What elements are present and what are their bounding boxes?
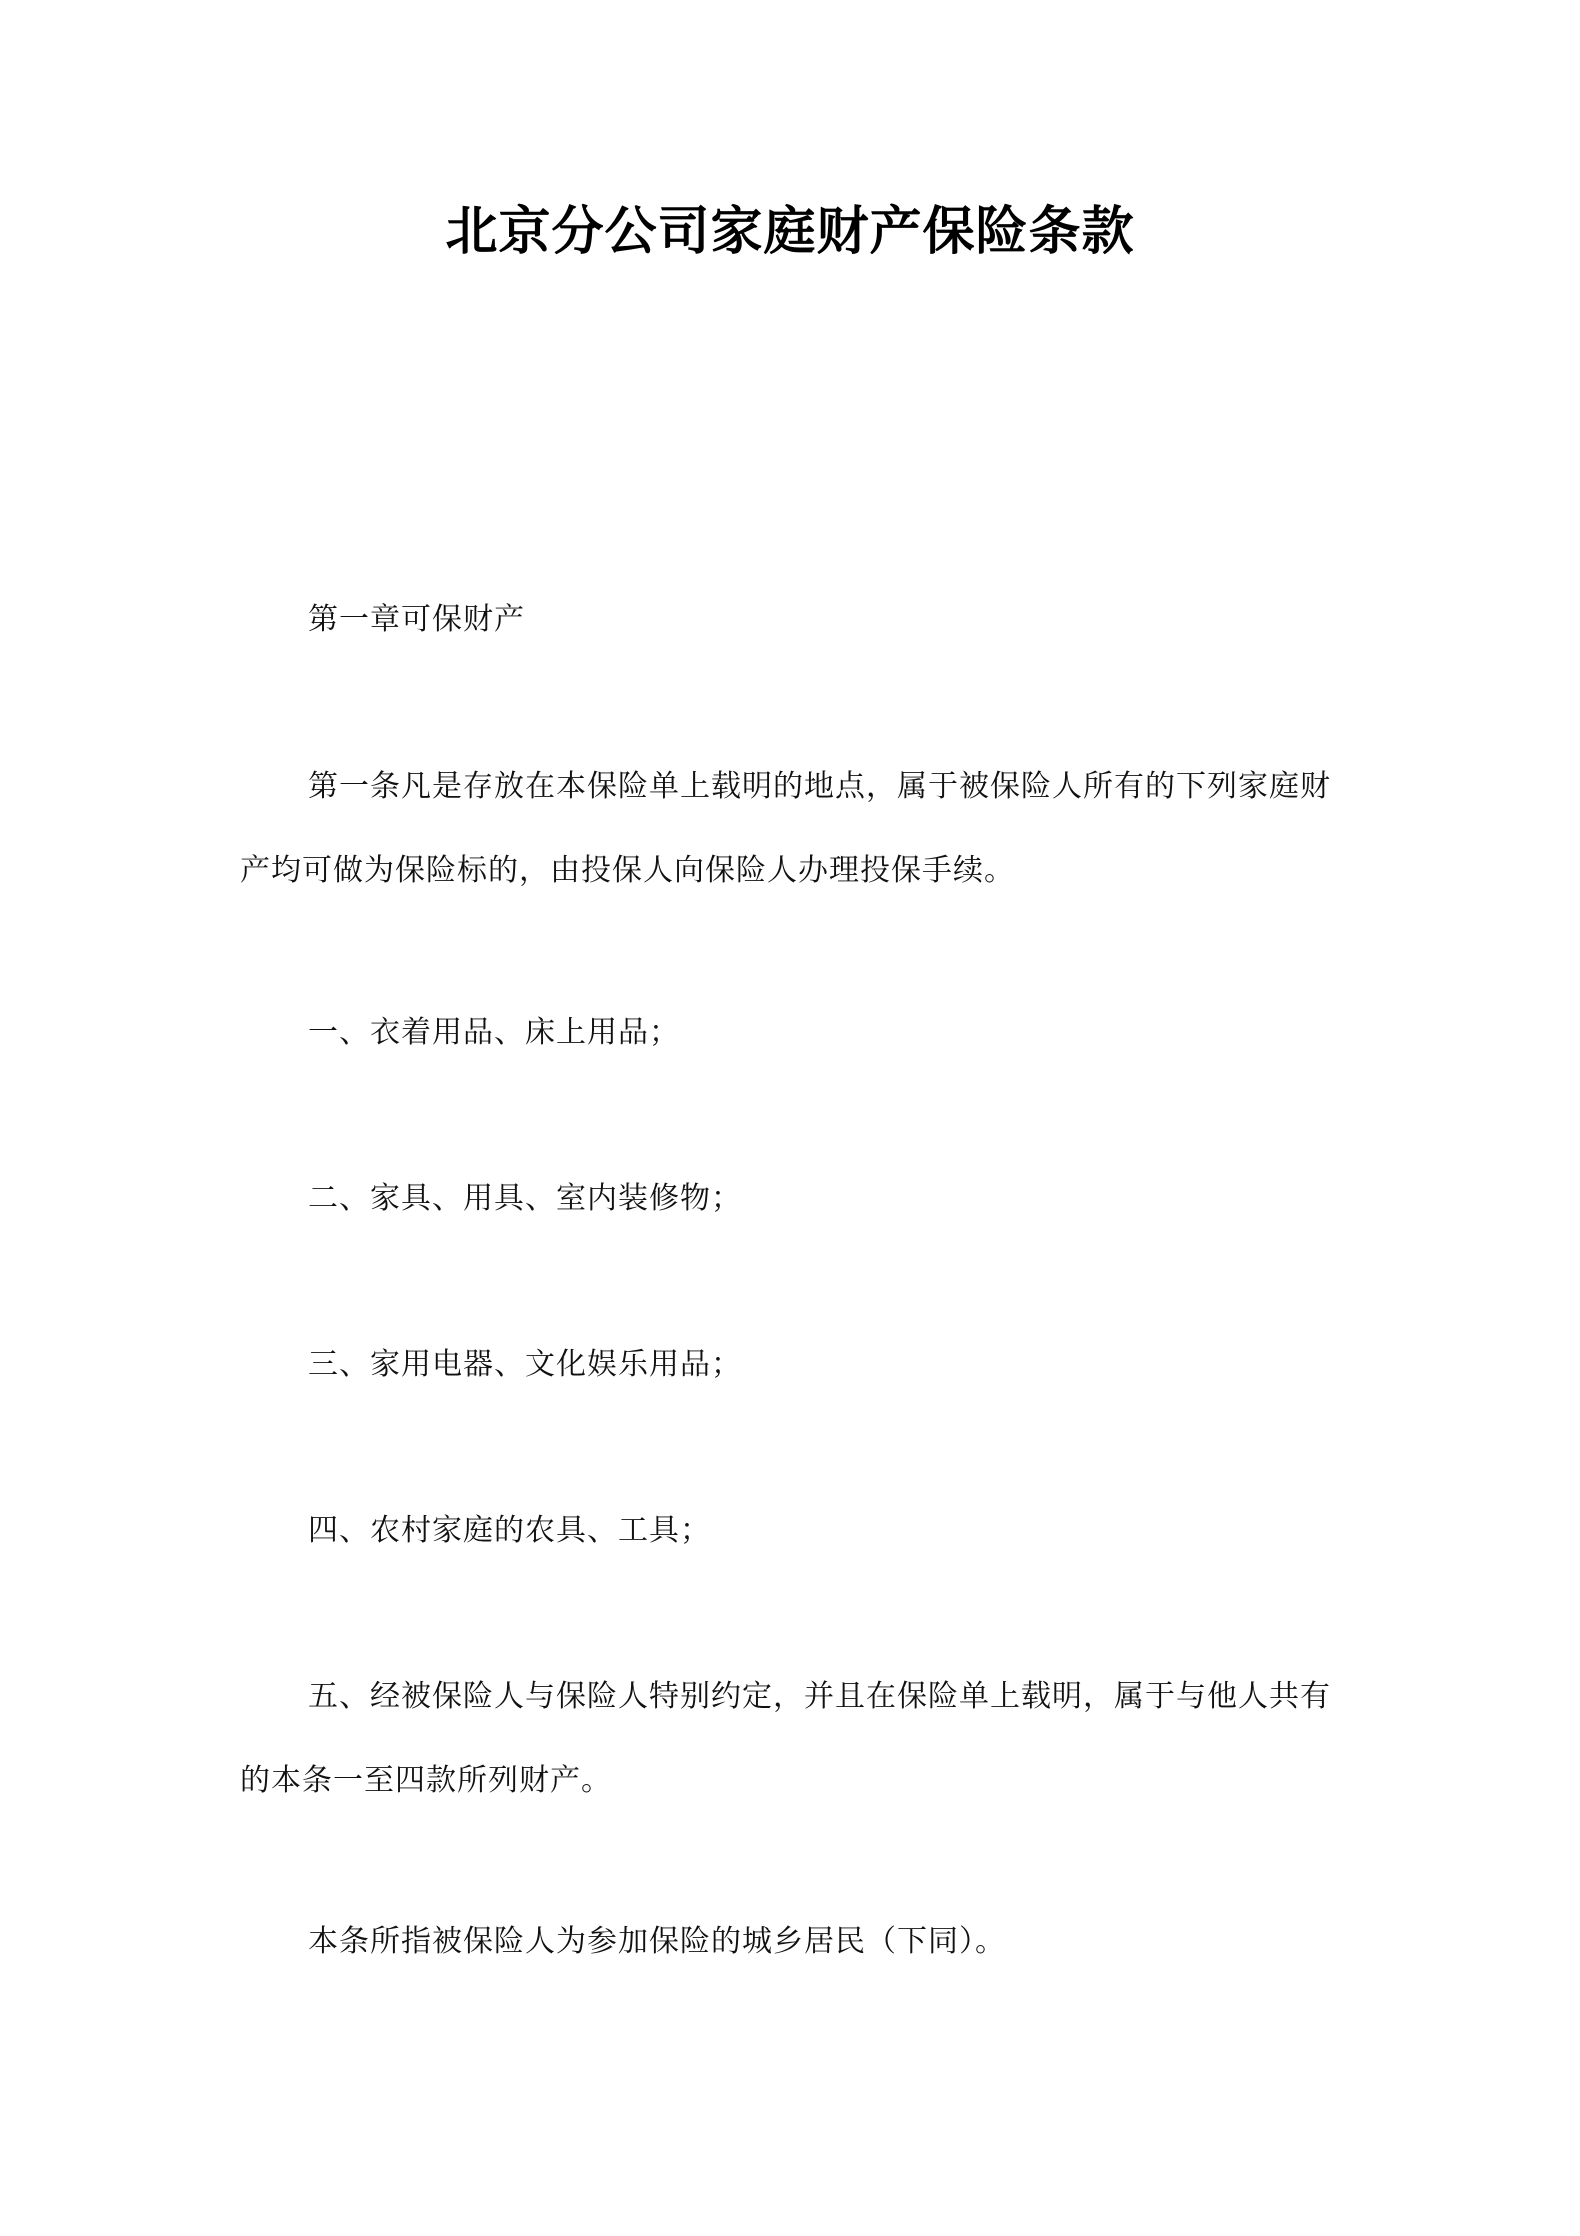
- list-item: 二、家具、用具、室内装修物；: [308, 1181, 742, 1216]
- list-item: 四、农村家庭的农具、工具；: [308, 1513, 711, 1548]
- document-title: 北京分公司家庭财产保险条款: [445, 202, 1135, 262]
- list-item: 一、衣着用品、床上用品；: [308, 1015, 680, 1050]
- list-item: 五、经被保险人与保险人特别约定，并且在保险单上载明，属于与他人共有的本条一至四款所列财产。: [240, 1679, 1331, 1798]
- article-1-paragraph: 第一条凡是存放在本保险单上载明的地点，属于被保险人所有的下列家庭财产均可做为保险标的，由投保人向保险人办理投保手续。: [240, 769, 1331, 888]
- chapter-heading: 第一章可保财产: [308, 602, 525, 637]
- note-paragraph: 本条所指被保险人为参加保险的城乡居民（下同）。: [308, 1924, 1006, 1959]
- list-item: 三、家用电器、文化娱乐用品；: [308, 1347, 742, 1382]
